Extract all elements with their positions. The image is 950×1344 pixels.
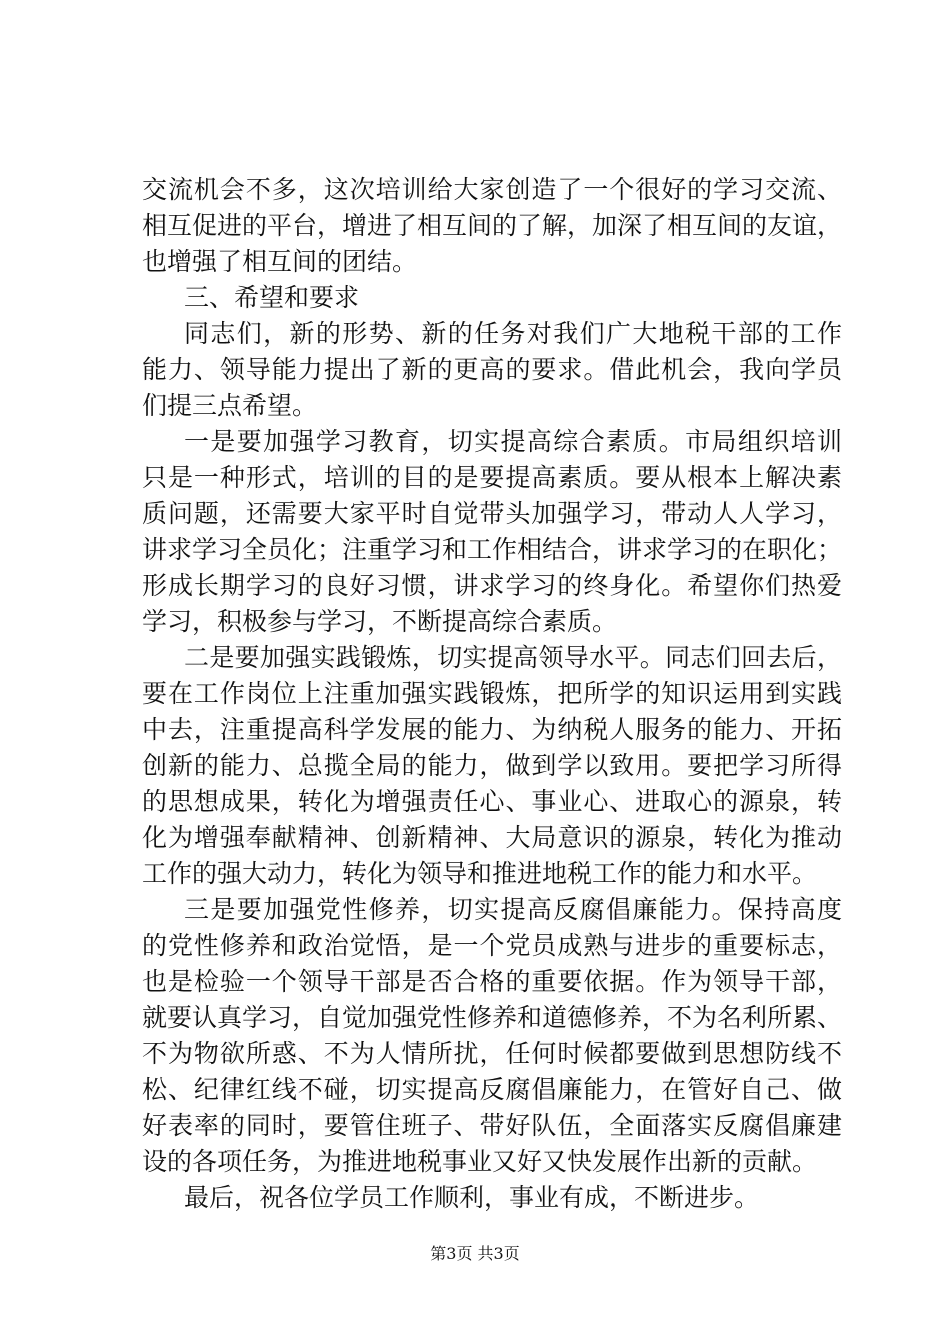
text-line: 化为增强奉献精神、创新精神、大局意识的源泉，转化为推动 — [142, 823, 842, 852]
text-line: 中去，注重提高科学发展的能力、为纳税人服务的能力、开拓 — [142, 715, 842, 744]
text-line: 同志们，新的形势、新的任务对我们广大地税干部的工作 — [184, 319, 842, 348]
text-line: 交流机会不多，这次培训给大家创造了一个很好的学习交流、 — [142, 175, 842, 204]
text-line: 三是要加强党性修养，切实提高反腐倡廉能力。保持高度 — [184, 895, 842, 924]
text-line: 创新的能力、总揽全局的能力，做到学以致用。要把学习所得 — [142, 751, 842, 780]
text-line: 设的各项任务，为推进地税事业又好又快发展作出新的贡献。 — [142, 1147, 818, 1176]
text-line: 就要认真学习，自觉加强党性修养和道德修养，不为名利所累、 — [142, 1003, 843, 1032]
text-line: 讲求学习全员化；注重学习和工作相结合，讲求学习的在职化； — [142, 535, 843, 564]
text-line: 也增强了相互间的团结。 — [142, 247, 418, 276]
text-line: 相互促进的平台，增进了相互间的了解，加深了相互间的友谊， — [142, 211, 843, 240]
text-line: 的思想成果，转化为增强责任心、事业心、进取心的源泉，转 — [142, 787, 842, 816]
text-line: 三、希望和要求 — [184, 283, 360, 312]
text-line: 二是要加强实践锻炼，切实提高领导水平。同志们回去后， — [184, 643, 842, 672]
text-line: 学习，积极参与学习，不断提高综合素质。 — [142, 607, 618, 636]
document-body — [142, 172, 842, 1216]
text-line: 好表率的同时，要管住班子、带好队伍，全面落实反腐倡廉建 — [142, 1111, 842, 1140]
text-line: 最后，祝各位学员工作顺利，事业有成，不断进步。 — [184, 1183, 760, 1212]
text-line: 能力、领导能力提出了新的更高的要求。借此机会，我向学员 — [142, 355, 842, 384]
text-line: 只是一种形式，培训的目的是要提高素质。要从根本上解决素 — [142, 463, 842, 492]
text-line: 不为物欲所惑、不为人情所扰，任何时候都要做到思想防线不 — [142, 1039, 842, 1068]
text-line: 工作的强大动力，转化为领导和推进地税工作的能力和水平。 — [142, 859, 818, 888]
text-line: 要在工作岗位上注重加强实践锻炼，把所学的知识运用到实践 — [142, 679, 842, 708]
text-line: 也是检验一个领导干部是否合格的重要依据。作为领导干部， — [142, 967, 842, 996]
text-line: 们提三点希望。 — [142, 391, 318, 420]
text-line: 一是要加强学习教育，切实提高综合素质。市局组织培训 — [184, 427, 842, 456]
page-footer: 第3页 共3页 — [430, 1244, 520, 1263]
text-line: 松、纪律红线不碰，切实提高反腐倡廉能力，在管好自己、做 — [142, 1075, 842, 1104]
text-line: 形成长期学习的良好习惯，讲求学习的终身化。希望你们热爱 — [142, 571, 842, 600]
text-line: 质问题，还需要大家平时自觉带头加强学习，带动人人学习， — [142, 499, 842, 528]
text-line: 的党性修养和政治觉悟，是一个党员成熟与进步的重要标志， — [142, 931, 842, 960]
